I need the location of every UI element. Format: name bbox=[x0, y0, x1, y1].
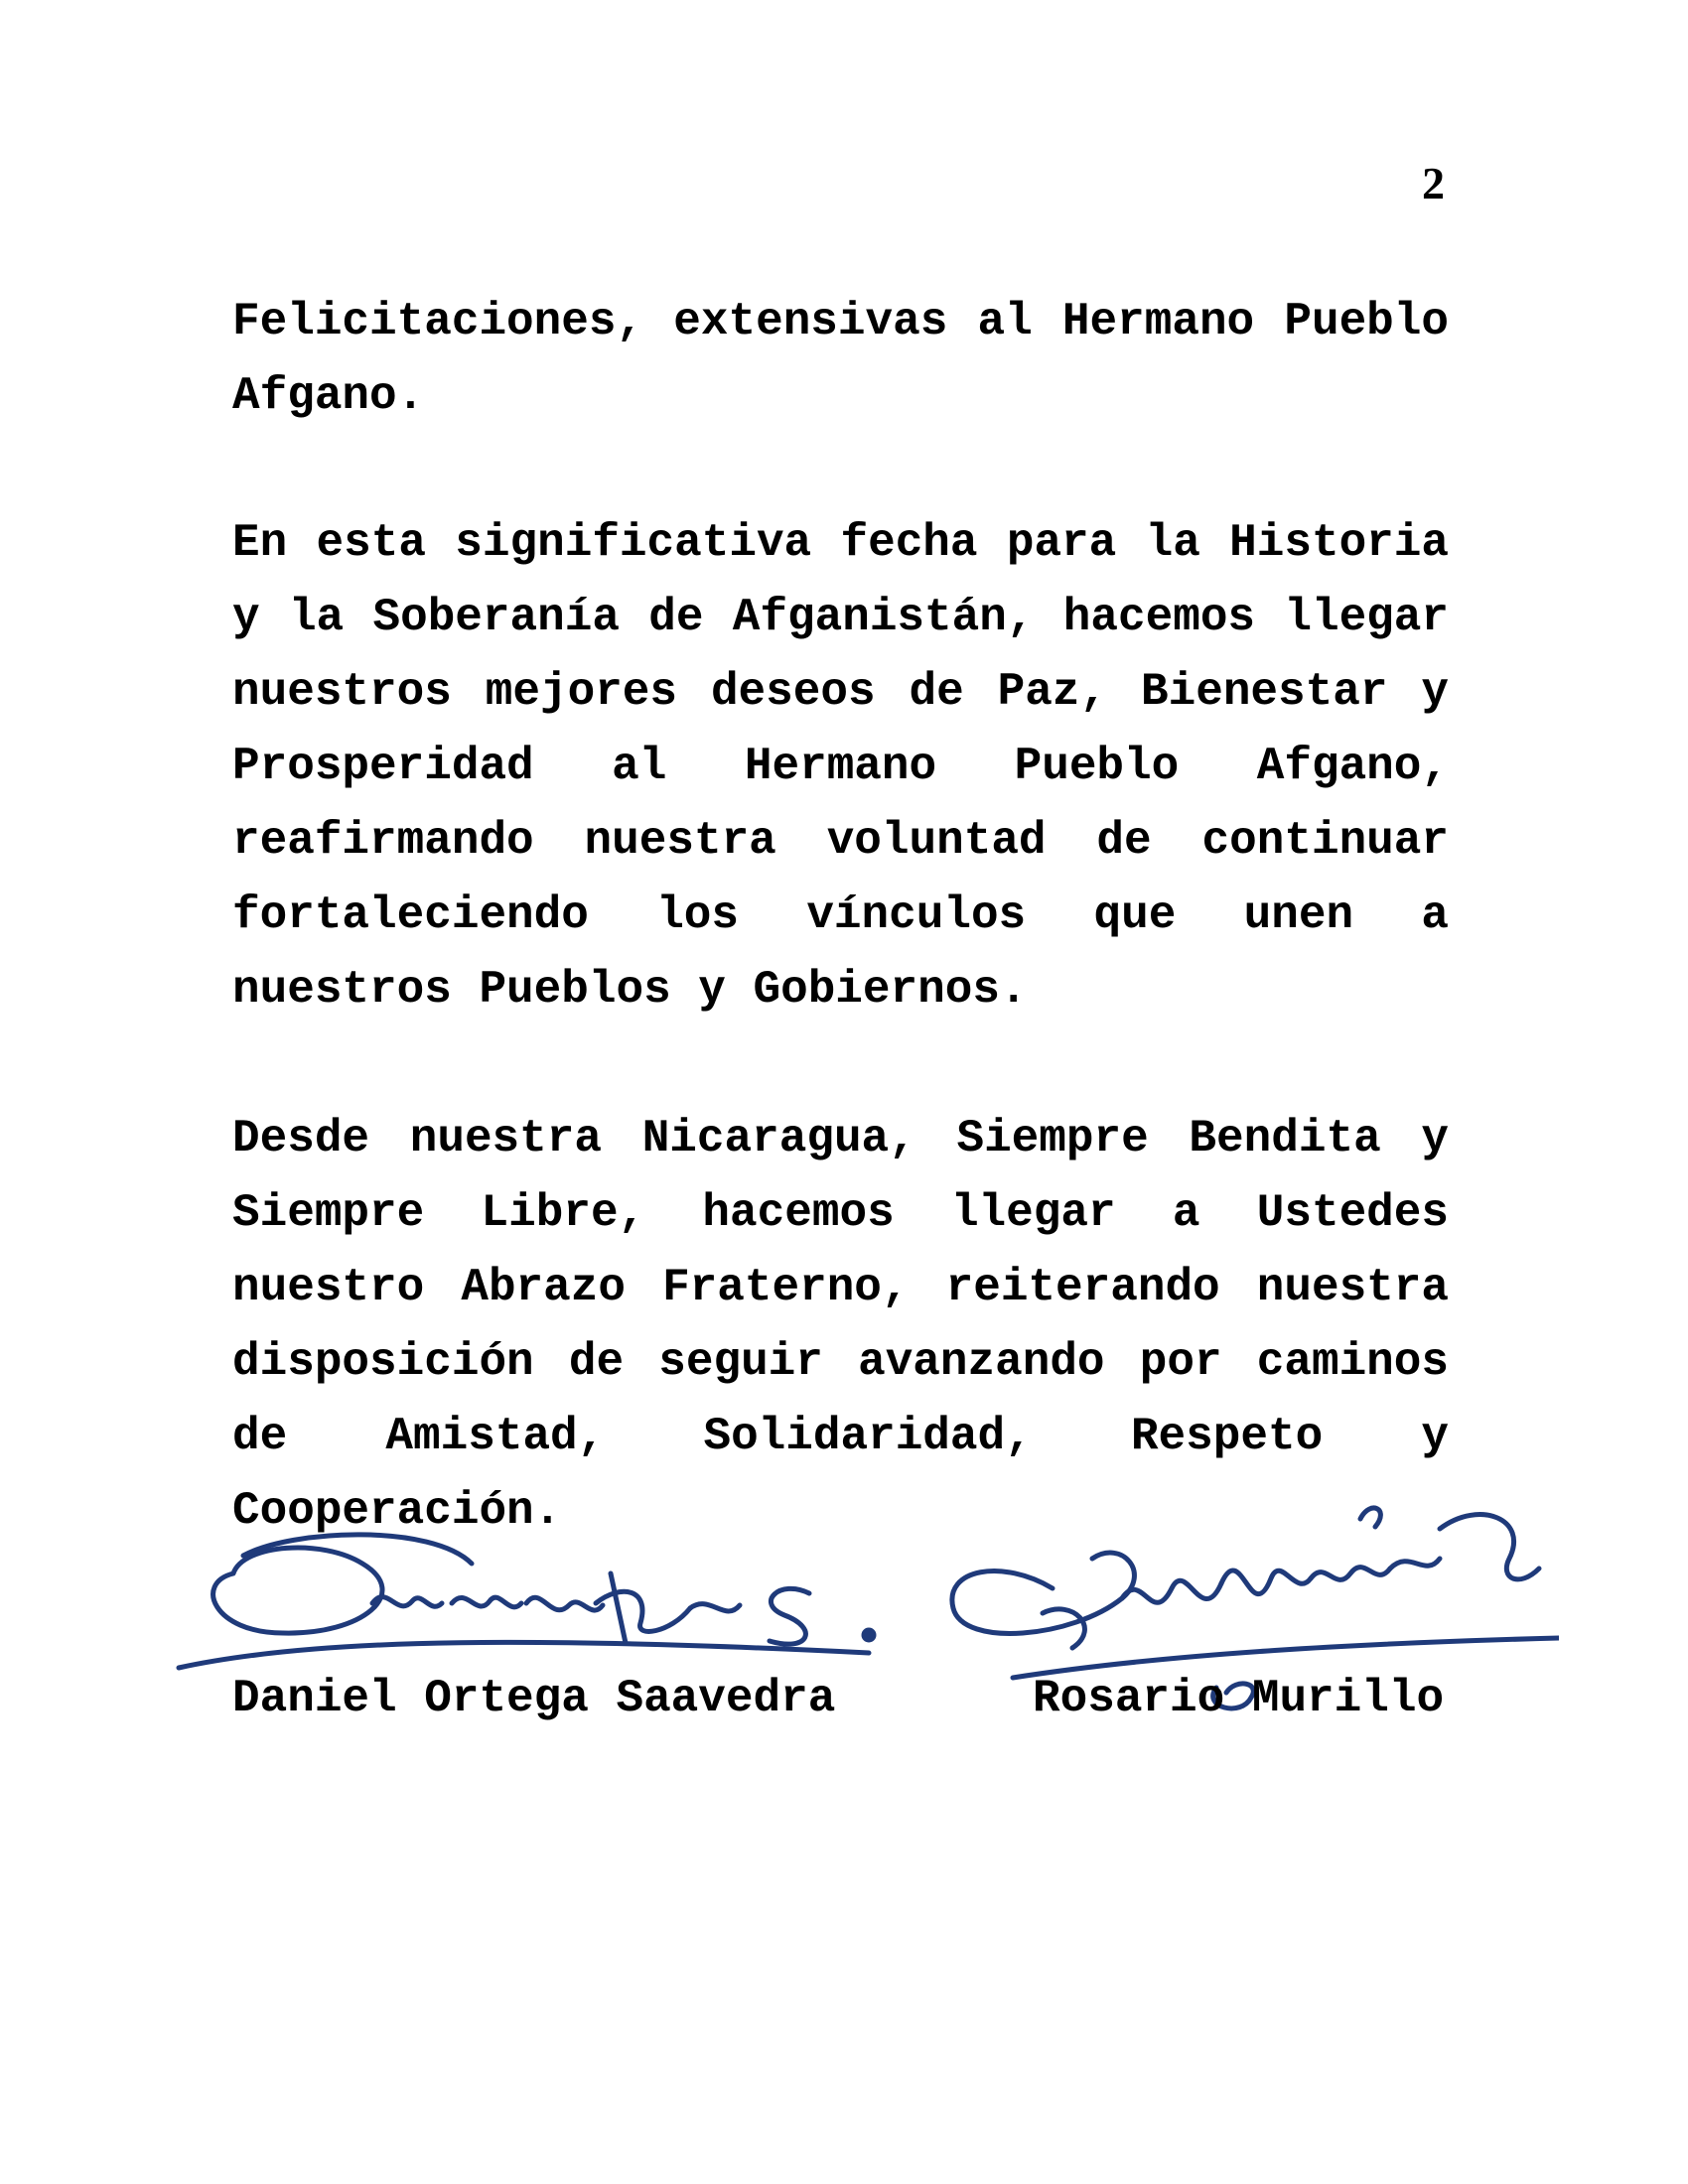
paragraph-wishes: En esta significativa fecha para la Historia y la Soberanía de Afganistán, hacemos llegar nuestros mejores deseos de Paz, Bienestar y Prosperidad al Hermano Pueblo Afgano, reafirmando nuestra voluntad de continuar fortaleciendo los vínculos que unen a nuestros Pueblos y Gobiernos. bbox=[232, 517, 1449, 1016]
paragraph-greeting: Felicitaciones, extensivas al Hermano Pueblo Afgano. bbox=[232, 296, 1449, 422]
page-number: 2 bbox=[1422, 158, 1445, 208]
signer-name-daniel: Daniel Ortega Saavedra bbox=[232, 1673, 836, 1724]
signature-daniel-ortega bbox=[174, 1524, 899, 1673]
signer-name-rosario: Rosario Murillo bbox=[1033, 1673, 1445, 1724]
paragraph-embrace: Desde nuestra Nicaragua, Siempre Bendita y Siempre Libre, hacemos llegar a Ustedes nuestro Abrazo Fraterno, reiterando nuestra disposición de seguir avanzando por caminos de Amistad, Solidaridad, Respeto y Cooperación. bbox=[232, 1113, 1449, 1537]
